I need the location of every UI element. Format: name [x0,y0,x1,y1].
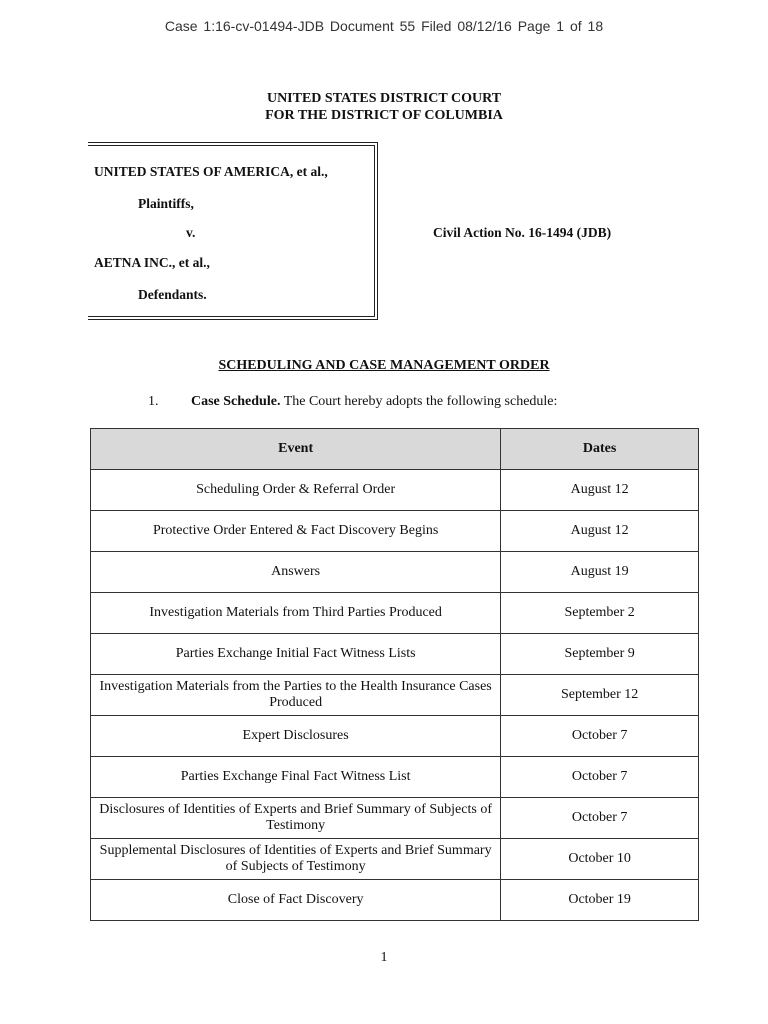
event-cell: Supplemental Disclosures of Identities of Experts and Brief Summary of Subjects of Testimony [91,839,501,880]
date-cell: October 7 [501,798,699,839]
column-header-dates: Dates [501,429,699,470]
date-cell: October 10 [501,839,699,880]
table-row [91,552,699,593]
table-row [91,511,699,552]
court-line-1: UNITED STATES DISTRICT COURT [266,91,502,106]
event-cell: Close of Fact Discovery [91,880,501,921]
paragraph-heading: Case Schedule. [191,394,281,409]
event-cell: Investigation Materials from the Parties to the Health Insurance Cases Produced [91,675,501,716]
event-cell: Expert Disclosures [91,716,501,757]
schedule-table [90,428,699,921]
column-header-event: Event [91,429,501,470]
event-cell: Protective Order Entered & Fact Discovery Begins [91,511,501,552]
defendant-name: AETNA INC., et al., [94,255,210,270]
court-line-2: FOR THE DISTRICT OF COLUMBIA [265,108,503,123]
event-cell: Investigation Materials from Third Parties Produced [91,593,501,634]
table-row [91,470,699,511]
civil-action-number: Civil Action No. 16-1494 (JDB) [433,225,612,240]
date-cell: September 2 [501,593,699,634]
table-header-row [91,429,699,470]
date-cell: August 12 [501,470,699,511]
page-number: 1 [380,950,388,965]
event-cell: Parties Exchange Final Fact Witness List [91,757,501,798]
versus-label: v. [186,225,196,240]
date-cell: August 19 [501,552,699,593]
event-cell: Parties Exchange Initial Fact Witness Lists [91,634,501,675]
date-cell: October 19 [501,880,699,921]
table-row [91,757,699,798]
table-row [91,798,699,839]
plaintiff-name: UNITED STATES OF AMERICA, et al., [94,164,328,179]
plaintiffs-label: Plaintiffs, [138,196,194,211]
order-title: SCHEDULING AND CASE MANAGEMENT ORDER [218,358,550,373]
date-cell: September 12 [501,675,699,716]
event-cell: Answers [91,552,501,593]
table-row [91,675,699,716]
event-cell: Scheduling Order & Referral Order [91,470,501,511]
paragraph-text: The Court hereby adopts the following schedule: [280,394,558,409]
court-name [0,90,768,124]
paragraph-number: 1. [148,394,159,409]
event-cell: Disclosures of Identities of Experts and Brief Summary of Subjects of Testimony [91,798,501,839]
date-cell: October 7 [501,757,699,798]
case-header: Case 1:16-cv-01494-JDB Document 55 Filed 08/12/16 Page 1 of 18 [164,18,604,34]
date-cell: September 9 [501,634,699,675]
defendants-label: Defendants. [138,287,207,302]
table-row [91,716,699,757]
table-row [91,593,699,634]
table-row [91,634,699,675]
table-row [91,880,699,921]
date-cell: October 7 [501,716,699,757]
table-row [91,839,699,880]
date-cell: August 12 [501,511,699,552]
paragraph-1 [148,394,557,410]
